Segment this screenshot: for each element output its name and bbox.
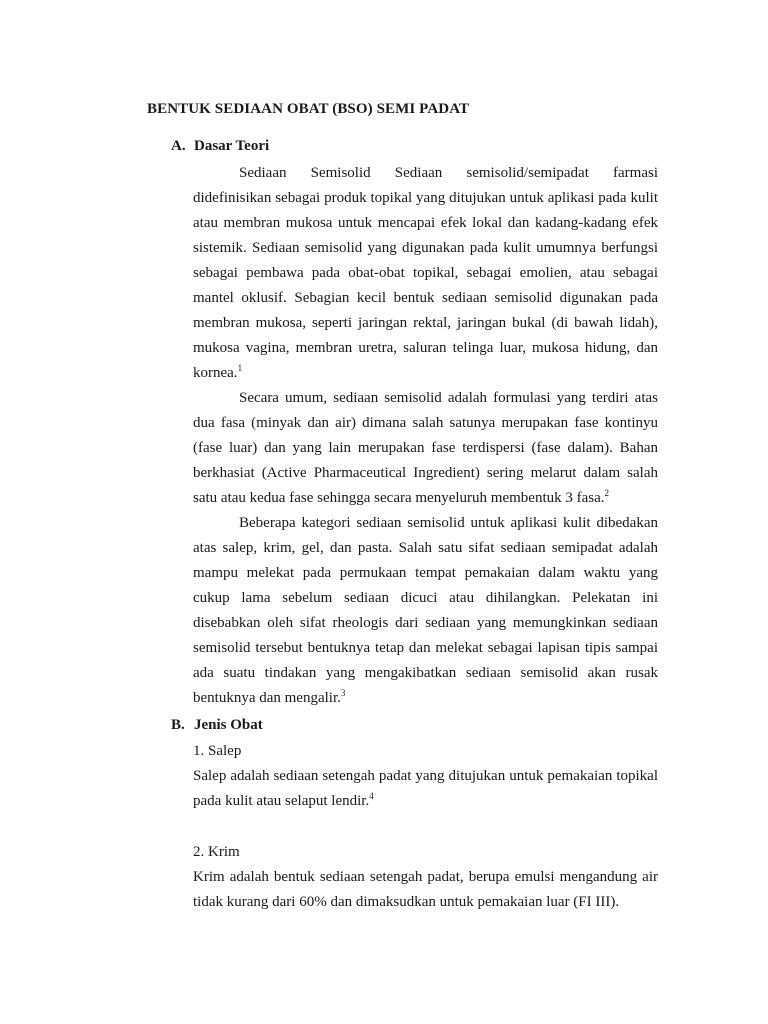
footnote-ref: 3: [340, 688, 346, 698]
paragraph: [193, 161, 658, 386]
item-text: [193, 764, 658, 814]
paragraph-text: Secara umum, sediaan semisolid adalah formulasi yang terdiri atas dua fasa (minyak dan air) dimana salah satunya merupakan fase kontinyu (fase luar) dan yang lain merupakan fase terdispersi (fase dalam). Bahan berkhasiat (Active Pharmaceutical Ingredient) sering melarut dalam salah satu atau kedua fase sehingga secara menyeluruh membentuk 3 fasa.: [193, 390, 658, 506]
section-a-body: [193, 161, 658, 711]
footnote-ref: 4: [369, 791, 374, 801]
paragraph-text: Sediaan Semisolid Sediaan semisolid/semipadat farmasi didefinisikan sebagai produk topikal yang ditujukan untuk aplikasi pada kulit atau membran mukosa untuk mencapai efek lokal dan kadang-kadang efek sistemik. Sediaan semisolid yang digunakan pada kulit umumnya berfungsi sebagai pembawa pada obat-obat topikal, sebagai emolien, atau sebagai mantel oklusif. Sebagian kecil bentuk sediaan semisolid digunakan pada membran mukosa, seperti jaringan rektal, jaringan bukal (di bawah lidah), mukosa vagina, membran uretra, saluran telinga luar, mukosa hidung, dan kornea.: [193, 165, 658, 381]
item-label: 2. Krim: [193, 844, 240, 860]
paragraph-text: Beberapa kategori sediaan semisolid untuk aplikasi kulit dibedakan atas salep, krim, gel, dan pasta. Salah satu sifat sediaan semipadat adalah mampu melekat pada permukaan tempat pemakaian dalam waktu yang cukup lama sebelum sediaan dicuci atau dihilangkan. Pelekatan ini disebabkan oleh sifat rheologis dari sediaan yang memungkinkan sediaan semisolid tersebut bentuknya tetap dan melekat sebagai lapisan tipis sampai ada suatu tindakan yang mengakibatkan sediaan semisolid akan rusak bentuknya dan mengalir.: [193, 515, 658, 706]
section-b-heading: [171, 717, 263, 734]
item-krim: [193, 840, 658, 915]
paragraph: [193, 511, 658, 711]
paragraph: [193, 386, 658, 511]
item-salep: [193, 739, 658, 814]
section-a-title: Dasar Teori: [194, 138, 270, 154]
item-text-body: Salep adalah sediaan setengah padat yang ditujukan untuk pemakaian topikal pada kulit atau selaput lendir.: [193, 768, 658, 809]
section-b-letter: B.: [171, 717, 185, 733]
section-a-heading: [171, 138, 269, 155]
document-title: BENTUK SEDIAAN OBAT (BSO) SEMI PADAT: [147, 101, 470, 117]
item-text-body: Krim adalah bentuk sediaan setengah padat, berupa emulsi mengandung air tidak kurang dari 60% dan dimaksudkan untuk pemakaian luar (FI III).: [193, 869, 658, 910]
item-label: 1. Salep: [193, 743, 242, 759]
item-text: [193, 865, 658, 915]
section-a-letter: A.: [171, 138, 186, 154]
section-b-title: Jenis Obat: [194, 717, 263, 733]
footnote-ref: 2: [604, 488, 610, 498]
footnote-ref: 1: [237, 363, 243, 373]
